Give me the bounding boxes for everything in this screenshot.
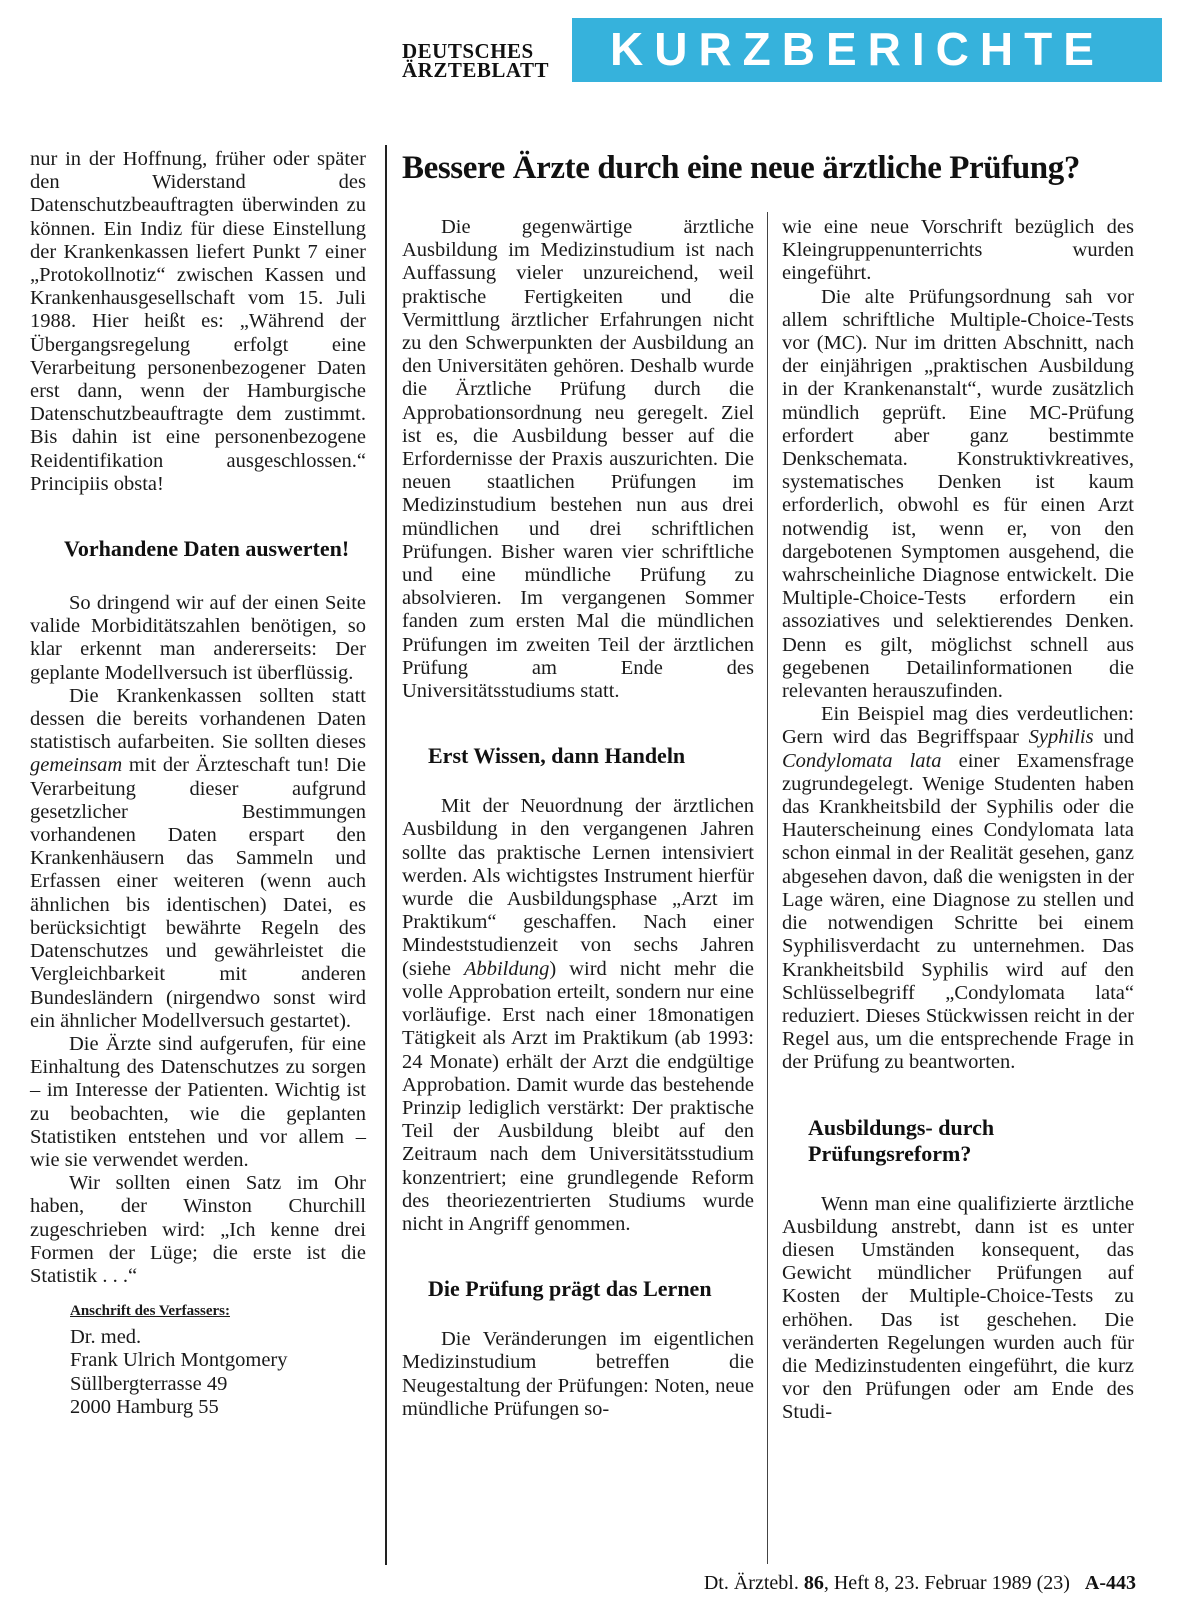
subheading-pruefung-praegt: Die Prüfung prägt das Lernen	[428, 1276, 712, 1302]
paragraph: Die gegenwärtige ärztliche Ausbildung im Medizinstudium ist nach Auffassung vieler unzureichend, weil praktische Fertigkeiten und die Vermittlung ärztlicher Erfahrungen nicht zu den Schwerpunkten der Ausbildung an den Universitäten gehören. Deshalb wurde die Ärztliche Prüfung durch die Approbationsordnung neu geregelt. Ziel ist es, die Ausbildung besser auf die Erfordernisse der Praxis auszurichten. Die neuen staatlichen Prüfungen im Medizinstudium bestehen nun aus drei mündlichen und drei schriftlichen Prüfungen. Bisher waren vier schriftliche und eine mündliche Prüfung zu absolvieren. Im vergangenen Sommer fanden zum ersten Mal die mündlichen Prüfungen im zweiten Teil der ärztlichen Prüfung am Ende des Universitätsstudiums statt.	[402, 216, 754, 703]
journal-brand	[402, 39, 568, 82]
page-footer	[704, 1571, 1136, 1595]
brand-line-1: DEUTSCHES	[402, 39, 534, 63]
paragraph: Wir sollten einen Satz im Ohr haben, der Winston Churchill zugeschrieben wird: „Ich kenne drei Formen der Lüge; die erste ist die Statistik . . .“	[30, 1172, 366, 1287]
emphasis: Condylomata lata	[782, 749, 942, 772]
section-title: KURZBERICHTE	[610, 23, 1105, 75]
paragraph: Die Veränderungen im eigentlichen Medizinstudium betreffen die Neugestaltung der Prüfungen: Noten, neue mündliche Prüfungen so-	[402, 1328, 754, 1420]
paragraph: Die Krankenkassen sollten statt dessen die bereits vorhandenen Daten statistisch aufarbeiten. Sie sollten dieses gemeinsam mit der Ärzteschaft tun! Die Verarbeitung dieser aufgrund gesetzlicher Bestimmungen vorhandenen Daten erspart den Krankenhäusern das Sammeln und Erfassen einer weiteren (wenn auch ähnlichen bis identischen) Datei, es berücksichtigt bewährte Regeln des Datenschutzes und gewährleistet die Vergleichbarkeit mit anderen Bundesländern (nirgendwo sonst wird ein ähnlicher Modellversuch gestartet).	[30, 684, 366, 1032]
paragraph: Die alte Prüfungsordnung sah vor allem schriftliche Multiple-Choice-Tests vor (MC). Nur im dritten Abschnitt, nach der einjährigen „praktischen Ausbildung in der Krankenanstalt“, wurde zusätzlich mündlich geprüft. Eine MC-Prüfung erfordert aber ganz bestimmte Denkschemata. Konstruktivkreatives, systematisches Denken ist kaum erforderlich, obwohl es für einen Arzt notwendig ist, wenn er, von den dargebotenen Symptomen ausgehend, die wahrscheinliche Diagnose entwickelt. Die Multiple-Choice-Tests erfordern ein assoziatives und selektierendes Denken. Denn es gilt, möglichst schnell aus gegebenen Detailinformationen die relevanten herauszufinden.	[782, 285, 1134, 703]
address-line: Dr. med.	[70, 1326, 142, 1349]
address-heading: Anschrift des Verfassers:	[70, 1303, 230, 1320]
address-line: 2000 Hamburg 55	[70, 1395, 219, 1418]
article-column-1	[402, 216, 754, 1421]
paragraph: Die Ärzte sind aufgerufen, für eine Einhaltung des Datenschutzes zu sorgen – im Interesse der Patienten. Wichtig ist zu beobachten, wie die geplanten Statistiken entstehen und vor allem – wie sie verwendet werden.	[30, 1032, 366, 1171]
paragraph: Mit der Neuordnung der ärztlichen Ausbildung in den vergangenen Jahren sollte das praktische Lernen intensiviert werden. Als wichtigstes Instrument hierfür wurde die Ausbildungsphase „Arzt im Praktikum“ geschaffen. Nach einer Mindeststudienzeit von sechs Jahren (siehe Abbildung) wird nicht mehr die volle Approbation erteilt, sondern nur eine vorläufige. Erst nach einer 18monatigen Tätigkeit als Arzt im Praktikum (ab 1993: 24 Monate) erhält der Arzt die endgültige Approbation. Damit wurde das bestehende Prinzip lediglich verstärkt: Der praktische Teil der Ausbildung bleibt auf den Zeitraum nach dem Universitätsstudium konzentriert; eine grundlegende Reform des theoriezentrierten Studiums wurde nicht in Angriff genommen.	[402, 795, 754, 1235]
paragraph: Wenn man eine qualifizierte ärztliche Ausbildung anstrebt, dann ist es unter diesen Umständen konsequent, das Gewicht mündlicher Prüfungen auf Kosten der Multiple-Choice-Tests zu erhöhen. Das ist geschehen. Die veränderten Regelungen wurden auch für die Medizinstudenten eingeführt, die kurz vor den Prüfungen oder am Ende des Studi-	[782, 1192, 1134, 1424]
emphasis: Abbildung	[463, 957, 550, 980]
subheading-ausbildungsreform: Ausbildungs- durch Prüfungsreform?	[808, 1114, 995, 1166]
column-divider-main	[385, 145, 387, 1565]
emphasis: Syphilis	[1028, 726, 1094, 749]
page-number: A-443	[1084, 1572, 1136, 1594]
address-line: Süllbergterrasse 49	[70, 1372, 228, 1395]
left-column	[30, 148, 366, 1419]
footer-journal: Dt. Ärztebl.	[703, 1572, 799, 1594]
paragraph: Ein Beispiel mag dies verdeutlichen: Gern wird das Begriffspaar Syphilis und Condylomata lata einer Examensfrage zugrundegelegt. Wenige Studenten haben das Krankheitsbild der Syphilis oder die Hauterscheinung eines Condylomata lata schon einmal in der Realität gesehen, ganz abgesehen davon, daß die wenigsten in der Lage wären, eine Diagnose zu stellen und die notwendigen Schritte bei einem Syphilisverdacht zu unternehmen. Das Krankheitsbild Syphilis wird auf den Schlüsselbegriff „Condylomata lata“ reduziert. Dieses Stückwissen reicht in der Regel aus, um die entsprechende Frage in der Prüfung zu beantworten.	[782, 703, 1134, 1074]
brand-line-2: ÄRZTEBLATT	[402, 58, 549, 82]
article-column-2	[782, 216, 1134, 1425]
intro-paragraph: nur in der Hoffnung, früher oder später den Widerstand des Datenschutzbeauftragten überwinden zu können. Ein Indiz für diese Einstellung der Krankenkassen liefert Punkt 7 einer „Protokollnotiz“ zwischen Kassen und Krankenhausgesellschaft vom 15. Juli 1988. Hier heißt es: „Während der Übergangsregelung erfolgt eine Verarbeitung personenbezogener Daten erst dann, wenn der Hamburgische Datenschutzbeauftragte dem zustimmt. Bis dahin ist eine personenbezogene Reidentifikation ausgeschlossen.“ Principiis obsta!	[30, 148, 366, 495]
footer-issue: , Heft 8, 23. Februar 1989 (23)	[823, 1572, 1070, 1594]
subheading-erst-wissen: Erst Wissen, dann Handeln	[428, 743, 686, 769]
article-headline: Bessere Ärzte durch eine neue ärztliche Prüfung?	[402, 150, 1080, 186]
subheading-daten: Vorhandene Daten auswerten!	[64, 536, 350, 562]
address-line: Frank Ulrich Montgomery	[70, 1349, 288, 1372]
footer-volume: 86	[803, 1572, 824, 1594]
paragraph: So dringend wir auf der einen Seite valide Morbiditätszahlen benötigen, so klar erkennt man andererseits: Der geplante Modellversuch ist überflüssig.	[30, 592, 366, 684]
paragraph: wie eine neue Vorschrift bezüglich des Kleingruppenunterrichts wurden eingeführt.	[782, 216, 1134, 285]
column-divider-article	[767, 212, 768, 1564]
emphasis: gemeinsam	[30, 754, 123, 777]
